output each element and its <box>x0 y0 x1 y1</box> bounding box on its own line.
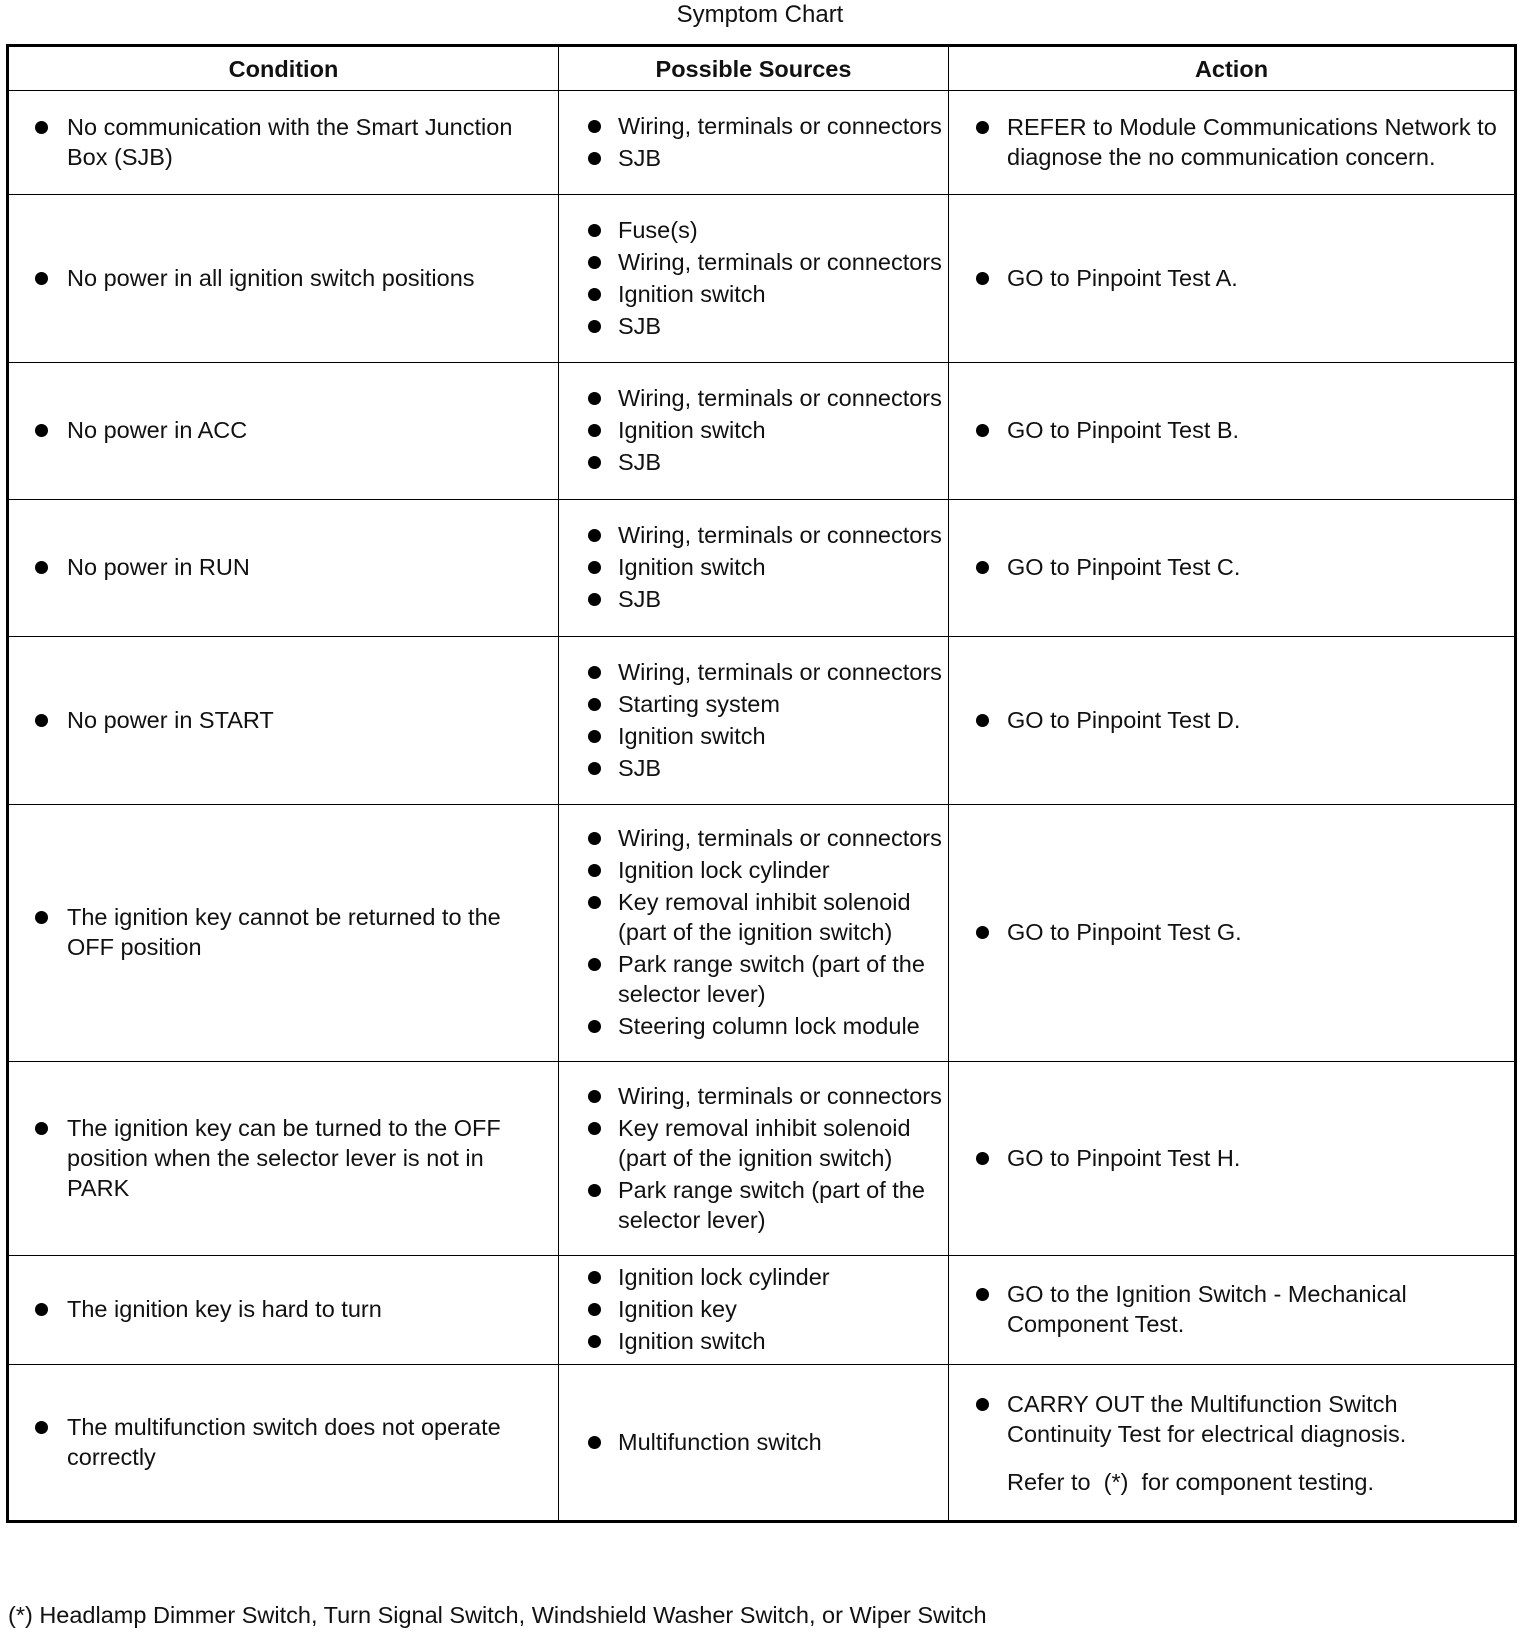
action-text: GO to Pinpoint Test D. <box>949 705 1508 735</box>
table-row <box>8 91 1516 195</box>
possible-sources-cell <box>559 805 949 1062</box>
source-item: Key removal inhibit solenoid (part of the ignition switch) <box>559 1113 942 1173</box>
action-text: GO to Pinpoint Test B. <box>949 415 1508 445</box>
condition-text: No power in ACC <box>9 415 552 445</box>
action-text: GO to Pinpoint Test A. <box>949 263 1508 293</box>
source-item: Ignition switch <box>559 279 942 309</box>
condition-text: The multifunction switch does not operate correctly <box>9 1412 552 1472</box>
source-item: Ignition lock cylinder <box>559 855 942 885</box>
possible-sources-cell <box>559 1365 949 1522</box>
condition-cell <box>8 363 559 500</box>
source-item: Wiring, terminals or connectors <box>559 1081 942 1111</box>
action-cell <box>949 195 1516 363</box>
source-item: Key removal inhibit solenoid (part of the ignition switch) <box>559 887 942 947</box>
condition-text: The ignition key is hard to turn <box>9 1294 552 1324</box>
table-row <box>8 1365 1516 1522</box>
condition-cell <box>8 637 559 805</box>
possible-sources-cell <box>559 637 949 805</box>
source-item: Ignition switch <box>559 552 942 582</box>
source-item: Fuse(s) <box>559 215 942 245</box>
source-item: Ignition lock cylinder <box>559 1262 942 1292</box>
action-text: GO to Pinpoint Test H. <box>949 1143 1508 1173</box>
condition-text: No power in all ignition switch positions <box>9 263 552 293</box>
condition-cell <box>8 91 559 195</box>
symptom-table <box>6 44 1517 1523</box>
action-cell <box>949 1365 1516 1522</box>
condition-text: No power in RUN <box>9 552 552 582</box>
header-condition: Condition <box>8 46 559 91</box>
source-item: Steering column lock module <box>559 1011 942 1041</box>
header-possible-sources: Possible Sources <box>559 46 949 91</box>
action-cell <box>949 805 1516 1062</box>
footnote: (*) Headlamp Dimmer Switch, Turn Signal Switch, Windshield Washer Switch, or Wiper Switch <box>8 1602 987 1628</box>
source-item: Ignition key <box>559 1294 942 1324</box>
table-body <box>8 91 1516 1522</box>
condition-cell <box>8 1365 559 1522</box>
source-item: Wiring, terminals or connectors <box>559 520 942 550</box>
action-cell <box>949 500 1516 637</box>
condition-cell <box>8 195 559 363</box>
source-item: Multifunction switch <box>559 1427 942 1457</box>
source-item: SJB <box>559 447 942 477</box>
action-text: CARRY OUT the Multifunction Switch Continuity Test for electrical diagnosis. <box>949 1389 1508 1449</box>
condition-cell <box>8 1256 559 1365</box>
possible-sources-cell <box>559 500 949 637</box>
condition-cell <box>8 1062 559 1256</box>
source-item: Wiring, terminals or connectors <box>559 657 942 687</box>
source-item: Wiring, terminals or connectors <box>559 111 942 141</box>
condition-text: No communication with the Smart Junction Box (SJB) <box>9 112 552 172</box>
action-cell <box>949 1256 1516 1365</box>
table-row <box>8 363 1516 500</box>
action-cell <box>949 363 1516 500</box>
possible-sources-cell <box>559 363 949 500</box>
source-item: Wiring, terminals or connectors <box>559 383 942 413</box>
table-row <box>8 195 1516 363</box>
possible-sources-cell <box>559 195 949 363</box>
source-item: SJB <box>559 311 942 341</box>
possible-sources-cell <box>559 1062 949 1256</box>
action-note: Refer to (*) for component testing. <box>1007 1468 1375 1495</box>
action-text: GO to Pinpoint Test C. <box>949 552 1508 582</box>
condition-cell <box>8 805 559 1062</box>
action-text: GO to Pinpoint Test G. <box>949 917 1508 947</box>
condition-text: The ignition key cannot be returned to the OFF position <box>9 902 552 962</box>
possible-sources-cell <box>559 1256 949 1365</box>
source-item: SJB <box>559 753 942 783</box>
action-cell <box>949 637 1516 805</box>
source-item: SJB <box>559 143 942 173</box>
action-cell <box>949 91 1516 195</box>
source-item: Park range switch (part of the selector lever) <box>559 1175 942 1235</box>
table-row <box>8 1062 1516 1256</box>
possible-sources-cell <box>559 91 949 195</box>
source-item: Wiring, terminals or connectors <box>559 247 942 277</box>
source-item: Wiring, terminals or connectors <box>559 823 942 853</box>
table-row <box>8 1256 1516 1365</box>
source-item: Starting system <box>559 689 942 719</box>
source-item: Park range switch (part of the selector lever) <box>559 949 942 1009</box>
action-cell <box>949 1062 1516 1256</box>
table-row <box>8 637 1516 805</box>
table-row <box>8 500 1516 637</box>
source-item: Ignition switch <box>559 1326 942 1356</box>
header-action: Action <box>949 46 1516 91</box>
action-text: REFER to Module Communications Network to diagnose the no communication concern. <box>949 112 1508 172</box>
chart-title: Symptom Chart <box>676 1 844 28</box>
condition-text: The ignition key can be turned to the OFF position when the selector lever is not in PARK <box>9 1113 552 1203</box>
action-text: GO to the Ignition Switch - Mechanical Component Test. <box>949 1279 1508 1339</box>
table-row <box>8 805 1516 1062</box>
condition-cell <box>8 500 559 637</box>
source-item: Ignition switch <box>559 415 942 445</box>
condition-text: No power in START <box>9 705 552 735</box>
source-item: SJB <box>559 584 942 614</box>
source-item: Ignition switch <box>559 721 942 751</box>
header-row <box>8 46 1516 91</box>
